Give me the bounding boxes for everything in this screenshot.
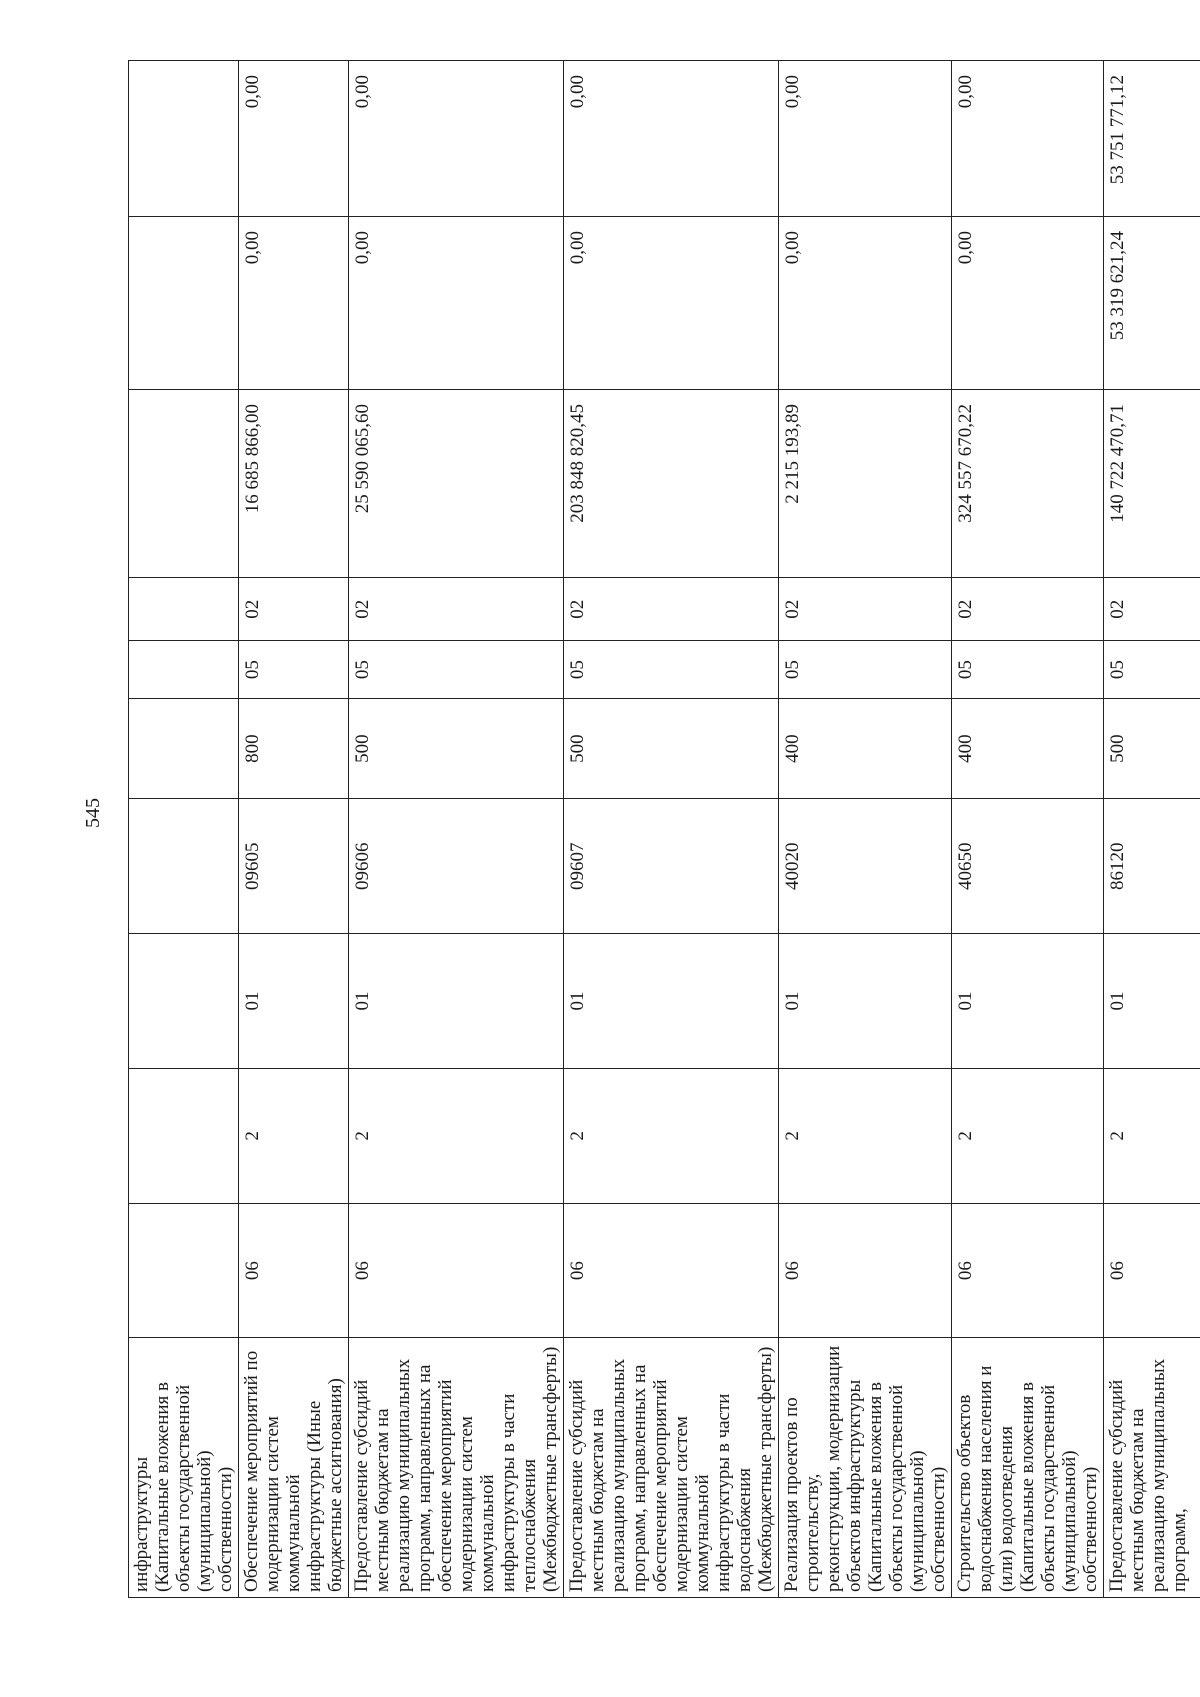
cell-code-4: 40650 — [952, 799, 1104, 934]
cell-code-3: 01 — [779, 934, 952, 1069]
cell-code-5: 500 — [564, 698, 779, 799]
cell-code-6: 05 — [564, 641, 779, 698]
cell-amount-3: 0,00 — [952, 61, 1104, 217]
cell-amount-1: 203 848 820,45 — [564, 390, 779, 578]
budget-table — [128, 60, 1200, 1598]
cell-amount-1: 324 557 670,22 — [952, 390, 1104, 578]
cell-code-6: 05 — [349, 641, 564, 698]
cell-code-3: 01 — [952, 934, 1104, 1069]
cell-code-2: 2 — [349, 1068, 564, 1203]
table-row — [239, 61, 349, 1598]
cell-code-5: 400 — [779, 698, 952, 799]
table-row — [952, 61, 1104, 1598]
cell-amount-2: 0,00 — [239, 217, 349, 390]
cell-code-7: 02 — [952, 578, 1104, 641]
cell-amount-1: 16 685 866,00 — [239, 390, 349, 578]
cell-code-2: 2 — [779, 1068, 952, 1203]
cell-code-4: 09606 — [349, 799, 564, 934]
cell-amount-1 — [129, 390, 239, 578]
cell-code-6 — [129, 641, 239, 698]
cell-code-1: 06 — [349, 1203, 564, 1338]
cell-amount-2: 0,00 — [349, 217, 564, 390]
cell-code-2: 2 — [1104, 1068, 1200, 1203]
cell-amount-3: 53 751 771,12 — [1104, 61, 1200, 217]
row-description: Предоставление субсидий местным бюджетам на реализацию муниципальных программ, направленных на обеспечение мероприятий модернизации систем коммунальной инфраструктуры в части теплоснабжения (Межбюджетные трансферты) — [349, 1338, 564, 1598]
row-description: Обеспечение мероприятий по модернизации систем коммунальной инфраструктуры (Иные бюджетные ассигнования) — [239, 1338, 349, 1598]
cell-code-1: 06 — [1104, 1203, 1200, 1338]
row-description: Реализация проектов по строительству, реконструкции, модернизации объектов инфраструктуры (Капитальные вложения в объекты государственной (муниципальной) собственности) — [779, 1338, 952, 1598]
table-row — [779, 61, 952, 1598]
cell-code-3 — [129, 934, 239, 1069]
cell-code-2: 2 — [564, 1068, 779, 1203]
cell-code-6: 05 — [239, 641, 349, 698]
cell-code-6: 05 — [779, 641, 952, 698]
cell-code-5: 800 — [239, 698, 349, 799]
cell-amount-2: 53 319 621,24 — [1104, 217, 1200, 390]
cell-amount-2: 0,00 — [779, 217, 952, 390]
cell-code-5: 500 — [349, 698, 564, 799]
cell-code-4 — [129, 799, 239, 934]
row-description: Предоставление субсидий местным бюджетам на реализацию муниципальных программ, — [1104, 1338, 1200, 1598]
row-description: Предоставление субсидий местным бюджетам на реализацию муниципальных программ, направленных на обеспечение мероприятий модернизации систем коммунальной инфраструктуры в части водоснабжения (Межбюджетные трансферты) — [564, 1338, 779, 1598]
cell-code-2: 2 — [239, 1068, 349, 1203]
cell-code-7: 02 — [779, 578, 952, 641]
cell-amount-3: 0,00 — [349, 61, 564, 217]
cell-amount-2: 0,00 — [564, 217, 779, 390]
cell-code-2: 2 — [952, 1068, 1104, 1203]
cell-code-1: 06 — [952, 1203, 1104, 1338]
page-number: 545 — [82, 798, 104, 828]
cell-amount-1: 140 722 470,71 — [1104, 390, 1200, 578]
table-row — [349, 61, 564, 1598]
cell-code-7: 02 — [349, 578, 564, 641]
row-description: инфраструктуры (Капитальные вложения в объекты государственной (муниципальной) собственности) — [129, 1338, 239, 1598]
cell-code-1 — [129, 1203, 239, 1338]
cell-code-3: 01 — [564, 934, 779, 1069]
cell-code-7: 02 — [1104, 578, 1200, 641]
cell-amount-1: 25 590 065,60 — [349, 390, 564, 578]
cell-amount-3: 0,00 — [239, 61, 349, 217]
cell-amount-3: 0,00 — [779, 61, 952, 217]
cell-code-1: 06 — [779, 1203, 952, 1338]
cell-code-7: 02 — [239, 578, 349, 641]
cell-code-4: 40020 — [779, 799, 952, 934]
cell-code-1: 06 — [239, 1203, 349, 1338]
cell-code-5: 500 — [1104, 698, 1200, 799]
cell-amount-1: 2 215 193,89 — [779, 390, 952, 578]
cell-code-7: 02 — [564, 578, 779, 641]
cell-code-4: 09607 — [564, 799, 779, 934]
table-row — [564, 61, 779, 1598]
cell-code-3: 01 — [349, 934, 564, 1069]
cell-code-7 — [129, 578, 239, 641]
cell-code-3: 01 — [239, 934, 349, 1069]
table-row — [129, 61, 239, 1598]
cell-code-1: 06 — [564, 1203, 779, 1338]
cell-amount-3 — [129, 61, 239, 217]
budget-table-container — [128, 60, 1190, 1598]
cell-amount-3: 0,00 — [564, 61, 779, 217]
cell-code-6: 05 — [952, 641, 1104, 698]
cell-code-2 — [129, 1068, 239, 1203]
cell-code-6: 05 — [1104, 641, 1200, 698]
table-row — [1104, 61, 1200, 1598]
cell-code-4: 09605 — [239, 799, 349, 934]
cell-code-5: 400 — [952, 698, 1104, 799]
cell-code-3: 01 — [1104, 934, 1200, 1069]
row-description: Строительство объектов водоснабжения населения и (или) водоотведения (Капитальные вложения в объекты государственной (муниципальной) собственности) — [952, 1338, 1104, 1598]
cell-code-5 — [129, 698, 239, 799]
cell-amount-2 — [129, 217, 239, 390]
cell-amount-2: 0,00 — [952, 217, 1104, 390]
cell-code-4: 86120 — [1104, 799, 1200, 934]
